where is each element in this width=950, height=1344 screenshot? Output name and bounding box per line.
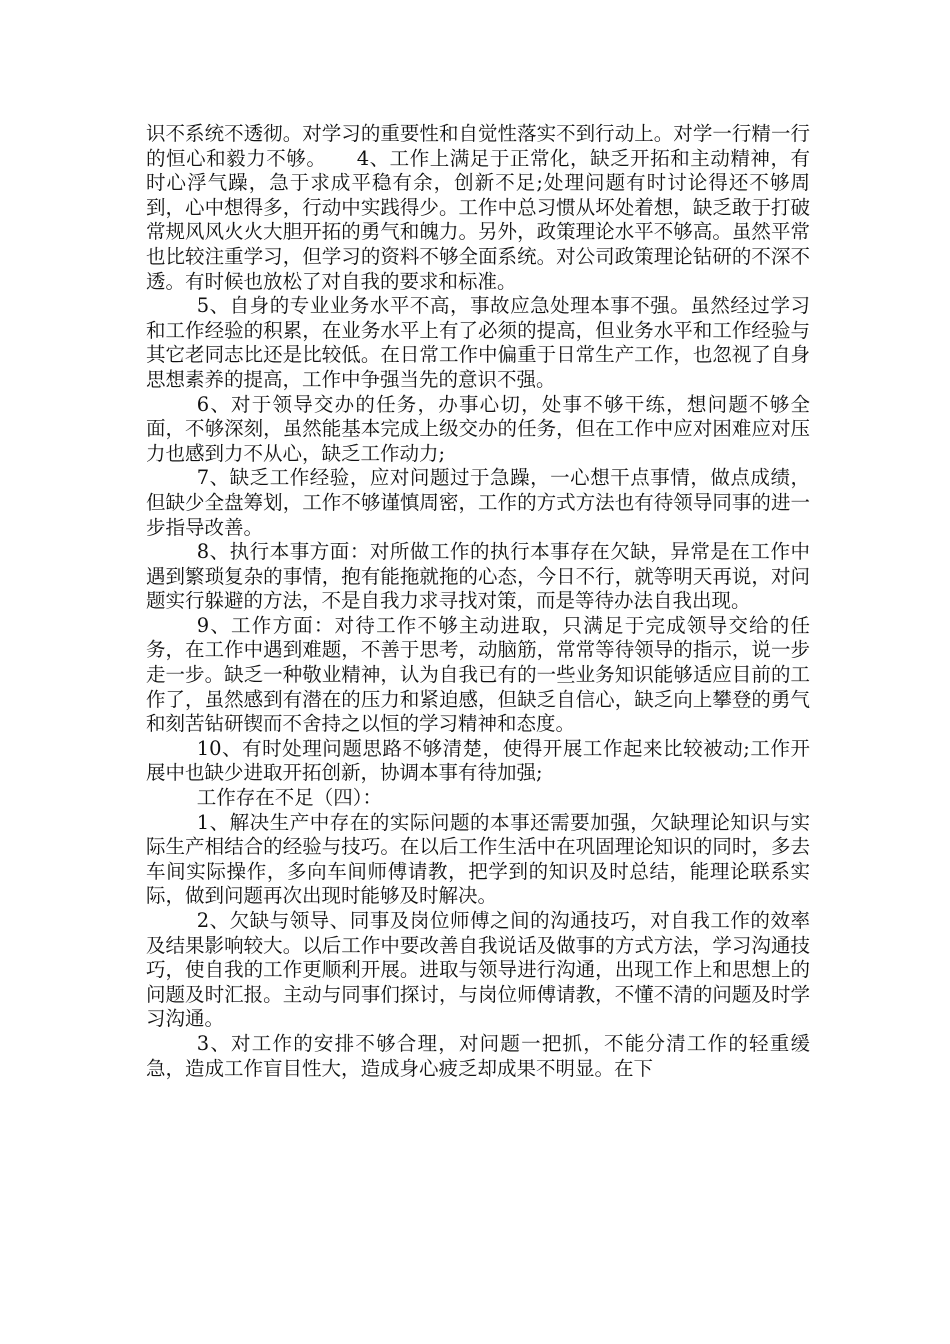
paragraph-item-9: 9、工作方面：对待工作不够主动进取，只满足于完成领导交给的任务，在工作中遇到难题，不善于思考，动脑筋，常常等待领导的指示，说一步走一步。缺乏一种敬业精神，认为自我已有的一些业务知识能够适应目前的工作了，虽然感到有潜在的压力和紧迫感，但缺乏自信心，缺乏向上攀登的勇气和刻苦钻研锲而不舍持之以恒的学习精神和态度。 [146, 613, 810, 736]
paragraph-item-6: 6、对于领导交办的任务，办事心切，处事不够干练，想问题不够全面，不够深刻，虽然能基本完成上级交办的任务，但在工作中应对困难应对压力也感到力不从心，缺乏工作动力; [146, 392, 810, 465]
paragraph-item-7: 7、缺乏工作经验，应对问题过于急躁，一心想干点事情，做点成绩，但缺少全盘筹划，工作不够谨慎周密，工作的方式方法也有待领导同事的进一步指导改善。 [146, 466, 810, 539]
document-body [146, 122, 810, 1081]
paragraph-item-8: 8、执行本事方面：对所做工作的执行本事存在欠缺，异常是在工作中遇到繁琐复杂的事情，抱有能拖就拖的心态，今日不行，就等明天再说，对问题实行躲避的方法，不是自我力求寻找对策，而是等待办法自我出现。 [146, 540, 810, 613]
section-heading: 工作存在不足（四）： [196, 786, 382, 810]
paragraph-section4-item-1: 1、解决生产中存在的实际问题的本事还需要加强，欠缺理论知识与实际生产相结合的经验与技巧。在以后工作生活中在巩固理论知识的同时，多去车间实际操作，多向车间师傅请教，把学到的知识及时总结，能理论联系实际，做到问题再次出现时能够及时解决。 [146, 810, 810, 908]
paragraph-section4-item-2: 2、欠缺与领导、同事及岗位师傅之间的沟通技巧，对自我工作的效率及结果影响较大。以后工作中要改善自我说话及做事的方式方法，学习沟通技巧，使自我的工作更顺利开展。进取与领导进行沟通，出现工作上和思想上的问题及时汇报。主动与同事们探讨，与岗位师傅请教，不懂不清的问题及时学习沟通。 [146, 909, 810, 1031]
paragraph-section4-item-3: 3、对工作的安排不够合理，对问题一把抓，不能分清工作的轻重缓急，造成工作盲目性大，造成身心疲乏却成果不明显。在下 [146, 1031, 810, 1080]
paragraph-continued: 识不系统不透彻。对学习的重要性和自觉性落实不到行动上。对学一行精一行的恒心和毅力不够。 4、工作上满足于正常化，缺乏开拓和主动精神，有时心浮气躁，急于求成平稳有余，创新不足;处理问题有时讨论得还不够周到，心中想得多，行动中实践得少。工作中总习惯从坏处着想，缺乏敢于打破常规风风火火大胆开拓的勇气和魄力。另外，政策理论水平不够高。虽然平常也比较注重学习，但学习的资料不够全面系统。对公司政策理论钻研的不深不透。有时候也放松了对自我的要求和标准。 [146, 122, 810, 293]
paragraph-item-10: 10、有时处理问题思路不够清楚，使得开展工作起来比较被动;工作开展中也缺少进取开拓创新，协调本事有待加强; [146, 736, 810, 785]
paragraph-item-5: 5、自身的专业业务水平不高，事故应急处理本事不强。虽然经过学习和工作经验的积累，在业务水平上有了必须的提高，但业务水平和工作经验与其它老同志比还是比较低。在日常工作中偏重于日常生产工作，也忽视了自身思想素养的提高，工作中争强当先的意识不强。 [146, 294, 810, 391]
